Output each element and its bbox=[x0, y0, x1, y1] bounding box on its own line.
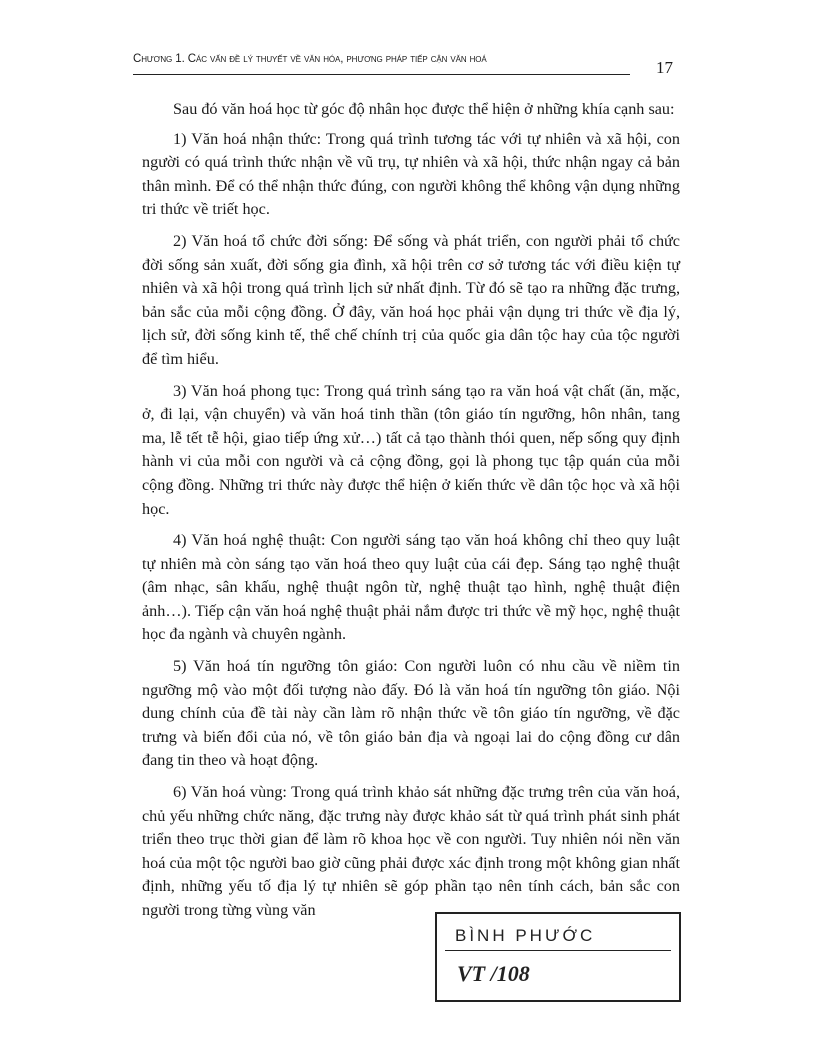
paragraph-customs: 3) Văn hoá phong tục: Trong quá trình sáng tạo ra văn hoá vật chất (ăn, mặc, ở, đi lại, vận chuyển) và văn hoá tinh thần (tôn giáo tín ngưỡng, hôn nhân, tang ma, lễ tết tễ hội, giao tiếp ứng xử…) tất cả tạo thành thói quen, nếp sống quy định hành vi của mỗi con người và cả cộng đồng, gọi là phong tục tập quán của mỗi cộng đồng. Những tri thức này được thể hiện ở kiến thức về dân tộc học và xã hội học. bbox=[142, 381, 680, 518]
stamp-top-border bbox=[437, 912, 679, 914]
paragraph-art: 4) Văn hoá nghệ thuật: Con người sáng tạo văn hoá không chỉ theo quy luật tự nhiên mà còn sáng tạo văn hoá theo quy luật của cái đẹp. Sáng tạo nghệ thuật (âm nhạc, sân khấu, nghệ thuật ngôn từ, nghệ thuật tạo hình, nghệ thuật điện ảnh…). Tiếp cận văn hoá nghệ thuật phải nắm được tri thức về mỹ học, nghệ thuật học đa ngành và chuyên ngành. bbox=[142, 531, 680, 644]
library-stamp bbox=[435, 912, 681, 1002]
page-body bbox=[142, 98, 680, 931]
chapter-title: Chương 1. Các vấn đề lý thuyết về văn hóa, phương pháp tiếp cận văn hoá bbox=[133, 53, 487, 65]
stamp-code-box bbox=[445, 950, 671, 997]
paragraph-cognitive-culture: 1) Văn hoá nhận thức: Trong quá trình tương tác với tự nhiên và xã hội, con người có quá trình thức nhận về vũ trụ, tự nhiên và xã hội, thức nhận ngay cả bản thân mình. Để có thể nhận thức đúng, con người không thể không vận dụng những tri thức về triết học. bbox=[142, 129, 680, 219]
stamp-code: VT /108 bbox=[457, 961, 530, 986]
paragraph-religion: 5) Văn hoá tín ngưỡng tôn giáo: Con người luôn có nhu cầu về niềm tin ngưỡng mộ vào một đối tượng nào đấy. Đó là văn hoá tín ngưỡng tôn giáo. Nội dung chính của đề tài này cần làm rõ nhận thức về tôn giáo tín ngưỡng, về đặc trưng và biến đổi của nó, về tôn giáo bản địa và ngoại lai do cộng đồng cư dân đang tin theo và hoạt động. bbox=[142, 657, 680, 770]
paragraph-intro: Sau đó văn hoá học từ góc độ nhân học được thể hiện ở những khía cạnh sau: bbox=[173, 100, 675, 118]
stamp-province: BÌNH PHƯỚC bbox=[455, 926, 596, 945]
paragraph-region: 6) Văn hoá vùng: Trong quá trình khảo sát những đặc trưng trên của văn hoá, chủ yếu những chức năng, đặc trưng này được khảo sát từ quá trình phát sinh phát triển theo trục thời gian để làm rõ khoa học về con người. Tuy nhiên nói nền văn hoá của một tộc người bao giờ cũng phải được xác định trong một không gian nhất định, những yếu tố địa lý tự nhiên sẽ góp phần tạo nên tính cách, bản sắc con người trong từng vùng văn bbox=[142, 783, 680, 919]
running-header bbox=[133, 52, 630, 75]
paragraph-life-organization: 2) Văn hoá tổ chức đời sống: Để sống và phát triển, con người phải tổ chức đời sống sản xuất, đời sống gia đình, xã hội trên cơ sở tương tác với điều kiện tự nhiên và xã hội trong quá trình lịch sử nhất định. Từ đó sẽ tạo ra những đặc trưng, bản sắc của mỗi cộng đồng. Ở đây, văn hoá học phải vận dụng tri thức về địa lý, lịch sử, đời sống kinh tế, thể chế chính trị của quốc gia dân tộc hay của tộc người để tìm hiểu. bbox=[142, 231, 680, 368]
page-number: 17 bbox=[656, 58, 673, 77]
